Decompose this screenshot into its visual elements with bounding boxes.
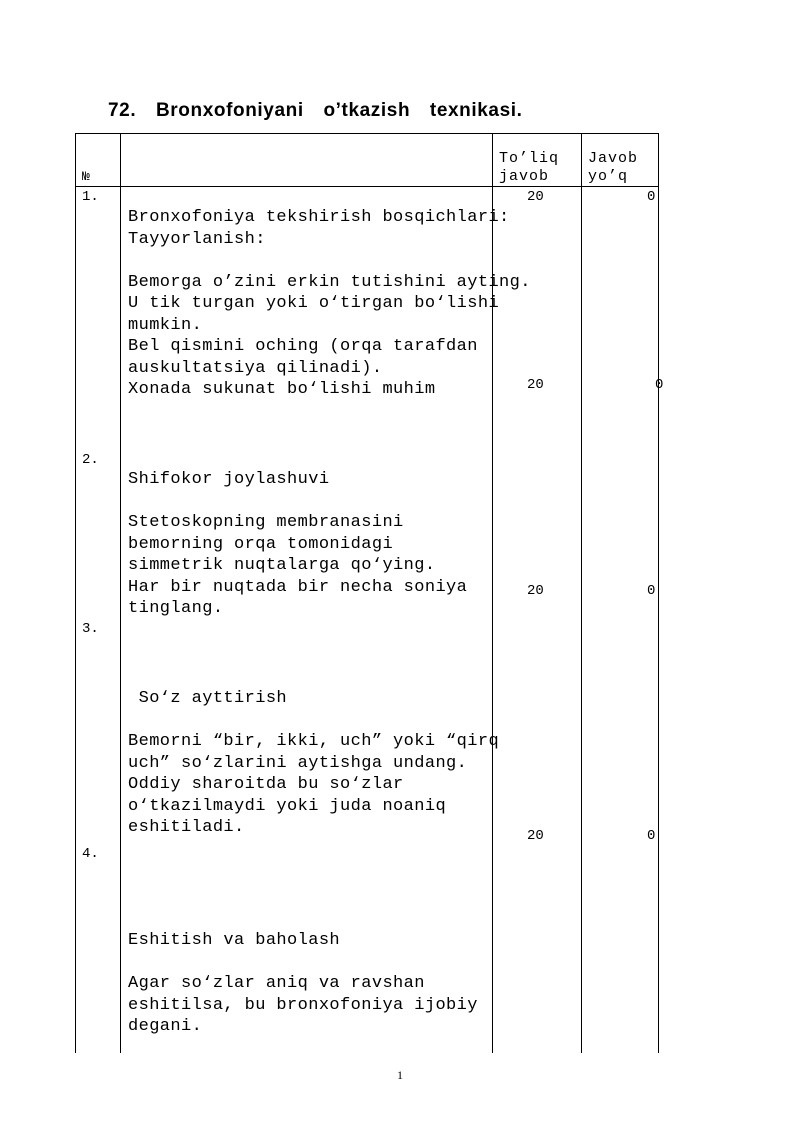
table-column-divider-3 — [581, 133, 582, 1053]
row-text: Shifokor joylashuvi Stetoskopning membranasini bemorning orqa tomonidagi simmetrik nuqtalarga qo‘ying. Har bir nuqtada bir necha soniya tinglang. — [128, 470, 468, 618]
table-header-divider — [75, 186, 659, 187]
header-number: № — [82, 169, 91, 184]
row-text: So‘z ayttirish Bemorni “bir, ikki, uch” yoki “qirq uch” so‘zlarini aytishga undang. Oddiy sharoitda bu so‘zlar o‘tkazilmaydi yoki juda noaniq eshitiladi. — [128, 689, 500, 837]
header-full-answer: To’liq javob — [499, 150, 560, 185]
no-answer-score: 0 — [647, 583, 656, 599]
row-number: 3. — [82, 621, 99, 637]
header-no-answer: Javob yo’q — [588, 150, 639, 185]
table-left-border — [75, 133, 76, 1053]
table-column-divider-1 — [120, 133, 121, 1053]
full-answer-score: 20 — [527, 189, 544, 205]
page-title: 72. Bronxofoniyani o’tkazish texnikasi. — [108, 100, 523, 121]
table-top-border — [75, 133, 659, 134]
row-number: 1. — [82, 189, 99, 205]
no-answer-score: 0 — [647, 828, 656, 844]
table-right-border — [658, 133, 659, 1053]
row-text: Bronxofoniya tekshirish bosqichlari: Tayyorlanish: Bemorga o’zini erkin tutishini ayting. U tik turgan yoki o‘tirgan bo‘lishi mumkin. Bel qismini oching (orqa tarafdan auskultatsiya qilinadi). Xonada sukunat bo‘lishi muhim — [128, 208, 531, 399]
row-text: Eshitish va baholash Agar so‘zlar aniq va ravshan eshitilsa, bu bronxofoniya ijobiy degani. — [128, 931, 478, 1036]
row-number: 4. — [82, 846, 99, 862]
full-answer-score: 20 — [527, 583, 544, 599]
no-answer-score: 0 — [655, 377, 664, 393]
full-answer-score: 20 — [527, 828, 544, 844]
no-answer-score: 0 — [647, 189, 656, 205]
page-number: 1 — [397, 1068, 403, 1082]
row-number: 2. — [82, 452, 99, 468]
full-answer-score: 20 — [527, 377, 544, 393]
